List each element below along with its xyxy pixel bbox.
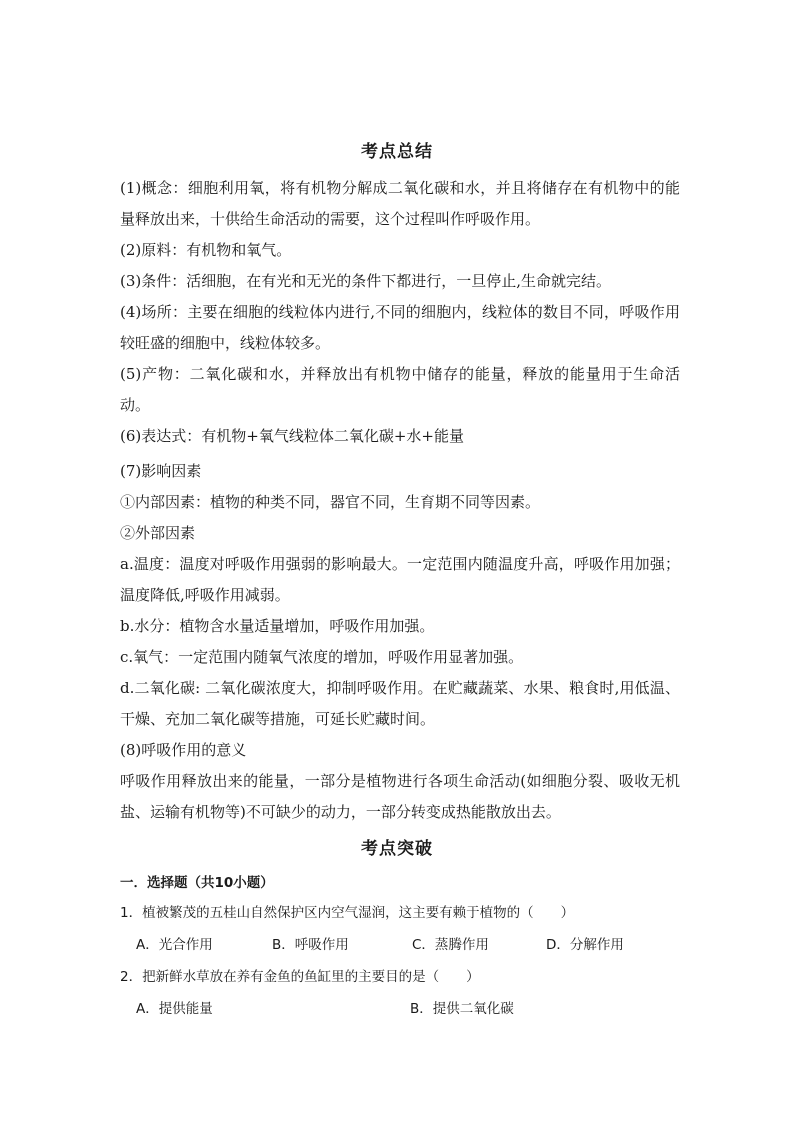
summary-paragraph-location: (4)场所：主要在细胞的线粒体内进行,不同的细胞内，线粒体的数目不同，呼吸作用较旺盛的细胞中，线粒体较多。 <box>120 303 680 352</box>
summary-paragraph-products: (5)产物：二氧化碳和水，并释放出有机物中储存的能量，释放的能量用于生命活动。 <box>120 365 680 414</box>
section-title-summary: 考点总结 <box>361 142 433 162</box>
summary-paragraph-carbon-dioxide: d.二氧化碳: 二氧化碳浓度大，抑制呼吸作用。在贮藏蔬菜、水果、粮食时,用低温、干燥、充加二氧化碳等措施，可延长贮藏时间。 <box>120 679 680 728</box>
summary-paragraph-significance-detail: 呼吸作用释放出来的能量，一部分是植物进行各项生命活动(如细胞分裂、吸收无机盐、运输有机物等)不可缺少的动力，一部分转变成热能散放出去。 <box>120 772 680 821</box>
exercise-section <box>120 869 680 1025</box>
question-1-option-c[interactable]: C．蒸腾作用 <box>412 937 489 953</box>
summary-paragraph-internal-factors: ①内部因素：植物的种类不同，器官不同，生育期不同等因素。 <box>120 493 541 511</box>
section-title-practice: 考点突破 <box>361 839 433 859</box>
summary-paragraph-concept: (1)概念：细胞利用氧，将有机物分解成二氧化碳和水，并且将储存在有机物中的能量释放出来，十供给生命活动的需要，这个过程叫作呼吸作用。 <box>120 179 680 228</box>
summary-paragraph-significance: (8)呼吸作用的意义 <box>120 741 247 759</box>
question-2-option-b[interactable]: B．提供二氧化碳 <box>410 1001 514 1017</box>
question-2-option-a[interactable]: A．提供能量 <box>136 1001 213 1017</box>
question-1-stem: 1．植被繁茂的五桂山自然保护区内空气湿润，这主要有赖于植物的（ ） <box>120 905 575 921</box>
summary-paragraph-temperature: a.温度：温度对呼吸作用强弱的影响最大。一定范围内随温度升高，呼吸作用加强；温度降低,呼吸作用减弱。 <box>120 555 680 604</box>
summary-paragraph-factors: (7)影响因素 <box>120 462 202 480</box>
question-1-options <box>120 929 680 961</box>
summary-body <box>120 173 680 828</box>
summary-paragraph-expression: (6)表达式：有机物+氧气线粒体二氧化碳+水+能量 <box>120 427 464 445</box>
choice-section-heading: 一．选择题（共10小题） <box>120 875 274 891</box>
question-2-options <box>120 993 680 1025</box>
question-1-option-d[interactable]: D．分解作用 <box>546 937 624 953</box>
question-2-stem: 2．把新鲜水草放在养有金鱼的鱼缸里的主要目的是（ ） <box>120 969 480 985</box>
summary-paragraph-conditions: (3)条件：活细胞，在有光和无光的条件下都进行，一旦停止,生命就完结。 <box>120 272 612 290</box>
summary-paragraph-external-factors: ②外部因素 <box>120 524 196 542</box>
summary-paragraph-materials: (2)原料：有机物和氧气。 <box>120 241 292 259</box>
question-1-option-a[interactable]: A．光合作用 <box>136 937 213 953</box>
summary-paragraph-water: b.水分：植物含水量适量增加，呼吸作用加强。 <box>120 617 435 635</box>
question-1-option-b[interactable]: B．呼吸作用 <box>272 937 349 953</box>
summary-paragraph-oxygen: c.氧气：一定范围内随氧气浓度的增加，呼吸作用显著加强。 <box>120 648 524 666</box>
